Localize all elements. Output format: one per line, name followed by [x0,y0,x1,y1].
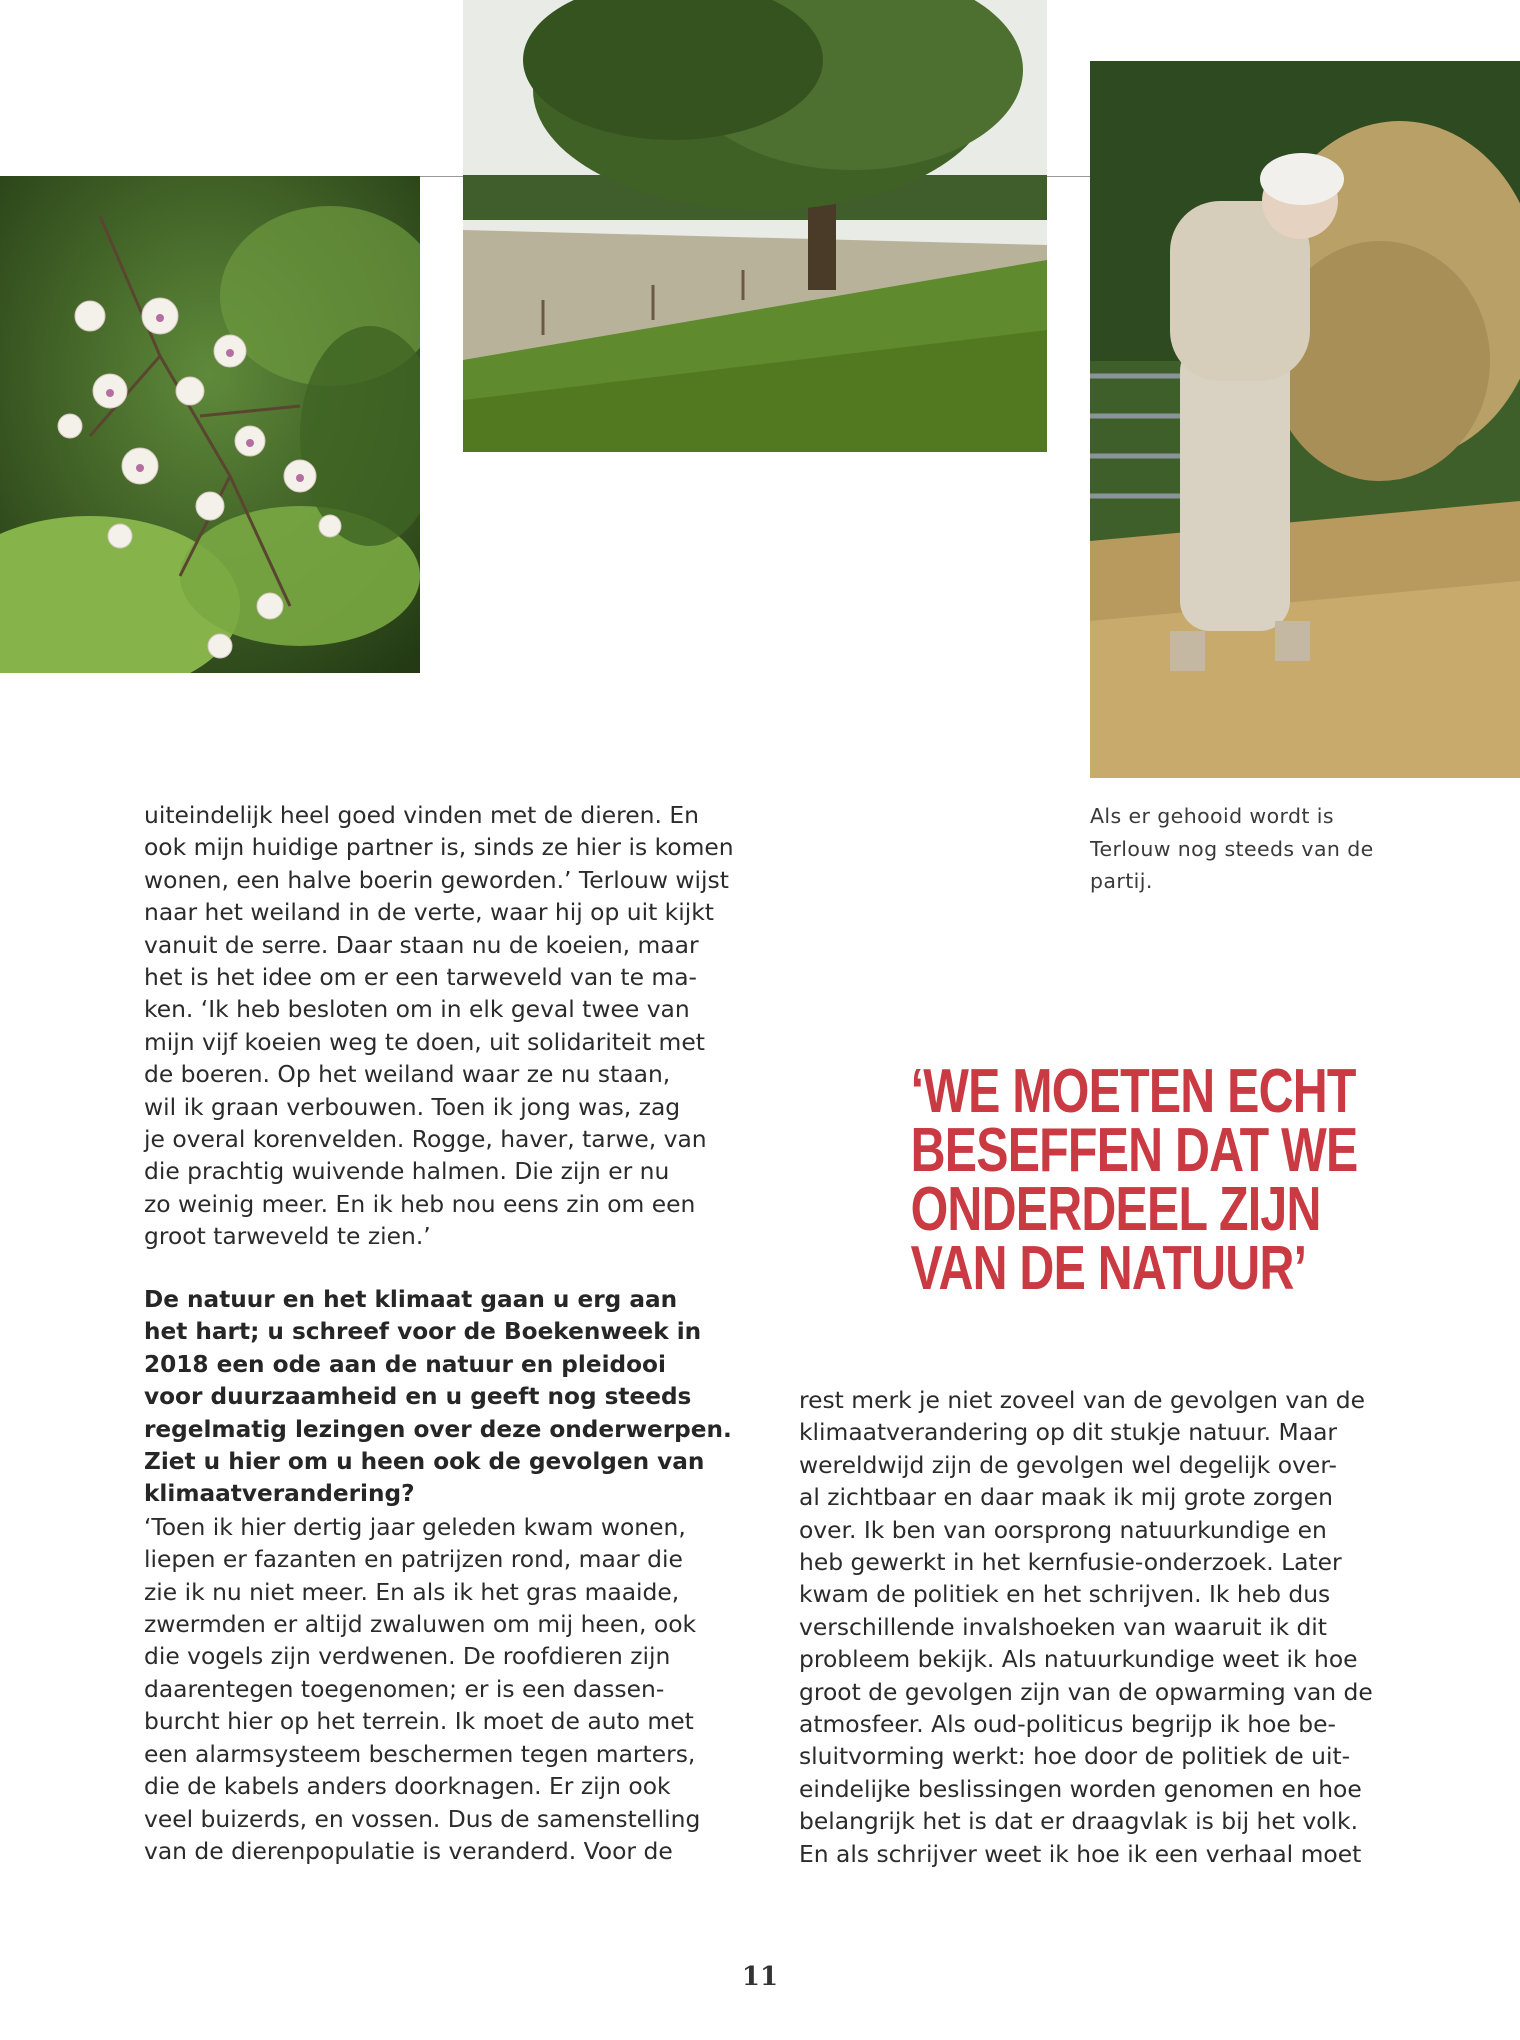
text-line: de boeren. Op het weiland waar ze nu staan, [144,1060,671,1089]
pull-quote-line: ‘WE MOETEN ECHT [910,1057,1356,1126]
interview-question-line: voor duurzaamheid en u geeft nog steeds [144,1383,692,1411]
text-line: daarentegen toegenomen; er is een dassen- [144,1674,665,1703]
hay-image [1090,61,1520,778]
text-line: je overal korenvelden. Rogge, haver, tarwe, van [144,1125,707,1154]
text-line: heb gewerkt in het kernfusie-onderzoek. Later [799,1548,1342,1577]
text-line: vanuit de serre. Daar staan nu de koeien, maar [144,930,699,959]
text-line: uiteindelijk heel goed vinden met de dieren. En [144,801,699,829]
text-line: naar het weiland in de verte, waar hij op uit kijkt [144,898,714,927]
text-line: sluitvorming werkt: hoe door de politiek de uit- [799,1742,1351,1771]
text-line: een alarmsysteem beschermen tegen marters, [144,1739,696,1768]
text-line: wil ik graan verbouwen. Toen ik jong was, zag [144,1092,681,1121]
interview-question-line: Ziet u hier om u heen ook de gevolgen van [144,1448,705,1476]
body-text-right [799,1384,1419,1870]
divider-rule [1047,176,1090,177]
text-line: die de kabels anders doorknagen. Er zijn ook [144,1772,671,1801]
caption-line: Terlouw nog steeds van de [1090,836,1374,861]
caption-line: Als er gehooid wordt is [1090,804,1334,828]
text-line: belangrijk het is dat er draagvlak is bij het volk. [799,1807,1358,1836]
text-line: ‘Toen ik hier dertig jaar geleden kwam wonen, [144,1512,686,1541]
text-line: zo weinig meer. En ik heb nou eens zin om een [144,1189,696,1218]
interview-question-line: De natuur en het klimaat gaan u erg aan [144,1286,678,1313]
interview-question-line: het hart; u schreef voor de Boekenweek in [144,1318,702,1346]
text-line: liepen er fazanten en patrijzen rond, maar die [144,1545,683,1574]
text-line: verschillende invalshoeken van waaruit ik dit [799,1612,1327,1641]
text-line: al zichtbaar en daar maak ik mij grote zorgen [799,1483,1333,1512]
text-line: mijn vijf koeien weg te doen, uit solidariteit met [144,1027,705,1056]
text-line: burcht hier op het terrein. Ik moet de auto met [144,1707,694,1736]
text-line: veel buizerds, en vossen. Dus de samenstelling [144,1804,701,1833]
photo-hay [1090,61,1520,778]
text-line: over. Ik ben van oorsprong natuurkundige en [799,1515,1327,1544]
interview-question-line: klimaatverandering? [144,1480,415,1508]
divider-rule [420,176,463,177]
pull-quote-line: VAN DE NATUUR’ [910,1234,1307,1303]
text-line: groot tarweveld te zien.’ [144,1222,431,1251]
caption-line: partij. [1090,869,1153,893]
interview-question-line: regelmatig lezingen over deze onderwerpen. [144,1415,732,1443]
page-number: 11 [741,1962,779,1992]
text-line: atmosfeer. Als oud-politicus begrijp ik hoe be- [799,1710,1336,1739]
text-line: ken. ‘Ik heb besloten om in elk geval twee van [144,995,690,1024]
text-line: eindelijke beslissingen worden genomen en hoe [799,1774,1362,1803]
text-line: wonen, een halve boerin geworden.’ Terlouw wijst [144,865,729,894]
text-line: groot de gevolgen zijn van de opwarming van de [799,1677,1373,1706]
text-line: ook mijn huidige partner is, sinds ze hier is komen [144,833,734,862]
pull-quote [910,1057,1358,1303]
text-line: die prachtig wuivende halmen. Die zijn er nu [144,1157,670,1186]
text-line: zwermden er altijd zwaluwen om mij heen, ook [144,1610,697,1639]
photo-flowers [0,176,420,673]
text-line: En als schrijver weet ik hoe ik een verhaal moet [799,1839,1362,1868]
text-line: wereldwijd zijn de gevolgen wel degelijk over- [799,1450,1337,1479]
text-line: kwam de politiek en het schrijven. Ik heb dus [799,1580,1331,1609]
text-line: die vogels zijn verdwenen. De roofdieren zijn [144,1642,671,1671]
text-line: rest merk je niet zoveel van de gevolgen van de [799,1386,1366,1414]
pull-quote-line: BESEFFEN DAT WE [910,1116,1358,1185]
tree-image [463,0,1047,452]
interview-question-line: 2018 een ode aan de natuur en pleidooi [144,1350,666,1378]
photo-tree [463,0,1047,452]
text-line: het is het idee om er een tarweveld van te ma- [144,963,697,992]
photo-caption [1090,800,1390,898]
body-text-left-bottom [144,1284,764,1867]
text-line: probleem bekijk. Als natuurkundige weet ik hoe [799,1645,1358,1674]
text-line: zie ik nu niet meer. En als ik het gras maaide, [144,1577,680,1606]
text-line: klimaatverandering op dit stukje natuur. Maar [799,1418,1338,1447]
flowers-image [0,176,420,673]
text-line: van de dierenpopulatie is veranderd. Voor de [144,1836,673,1865]
body-text-left-top [144,799,764,1253]
pull-quote-line: ONDERDEEL ZIJN [910,1175,1321,1244]
